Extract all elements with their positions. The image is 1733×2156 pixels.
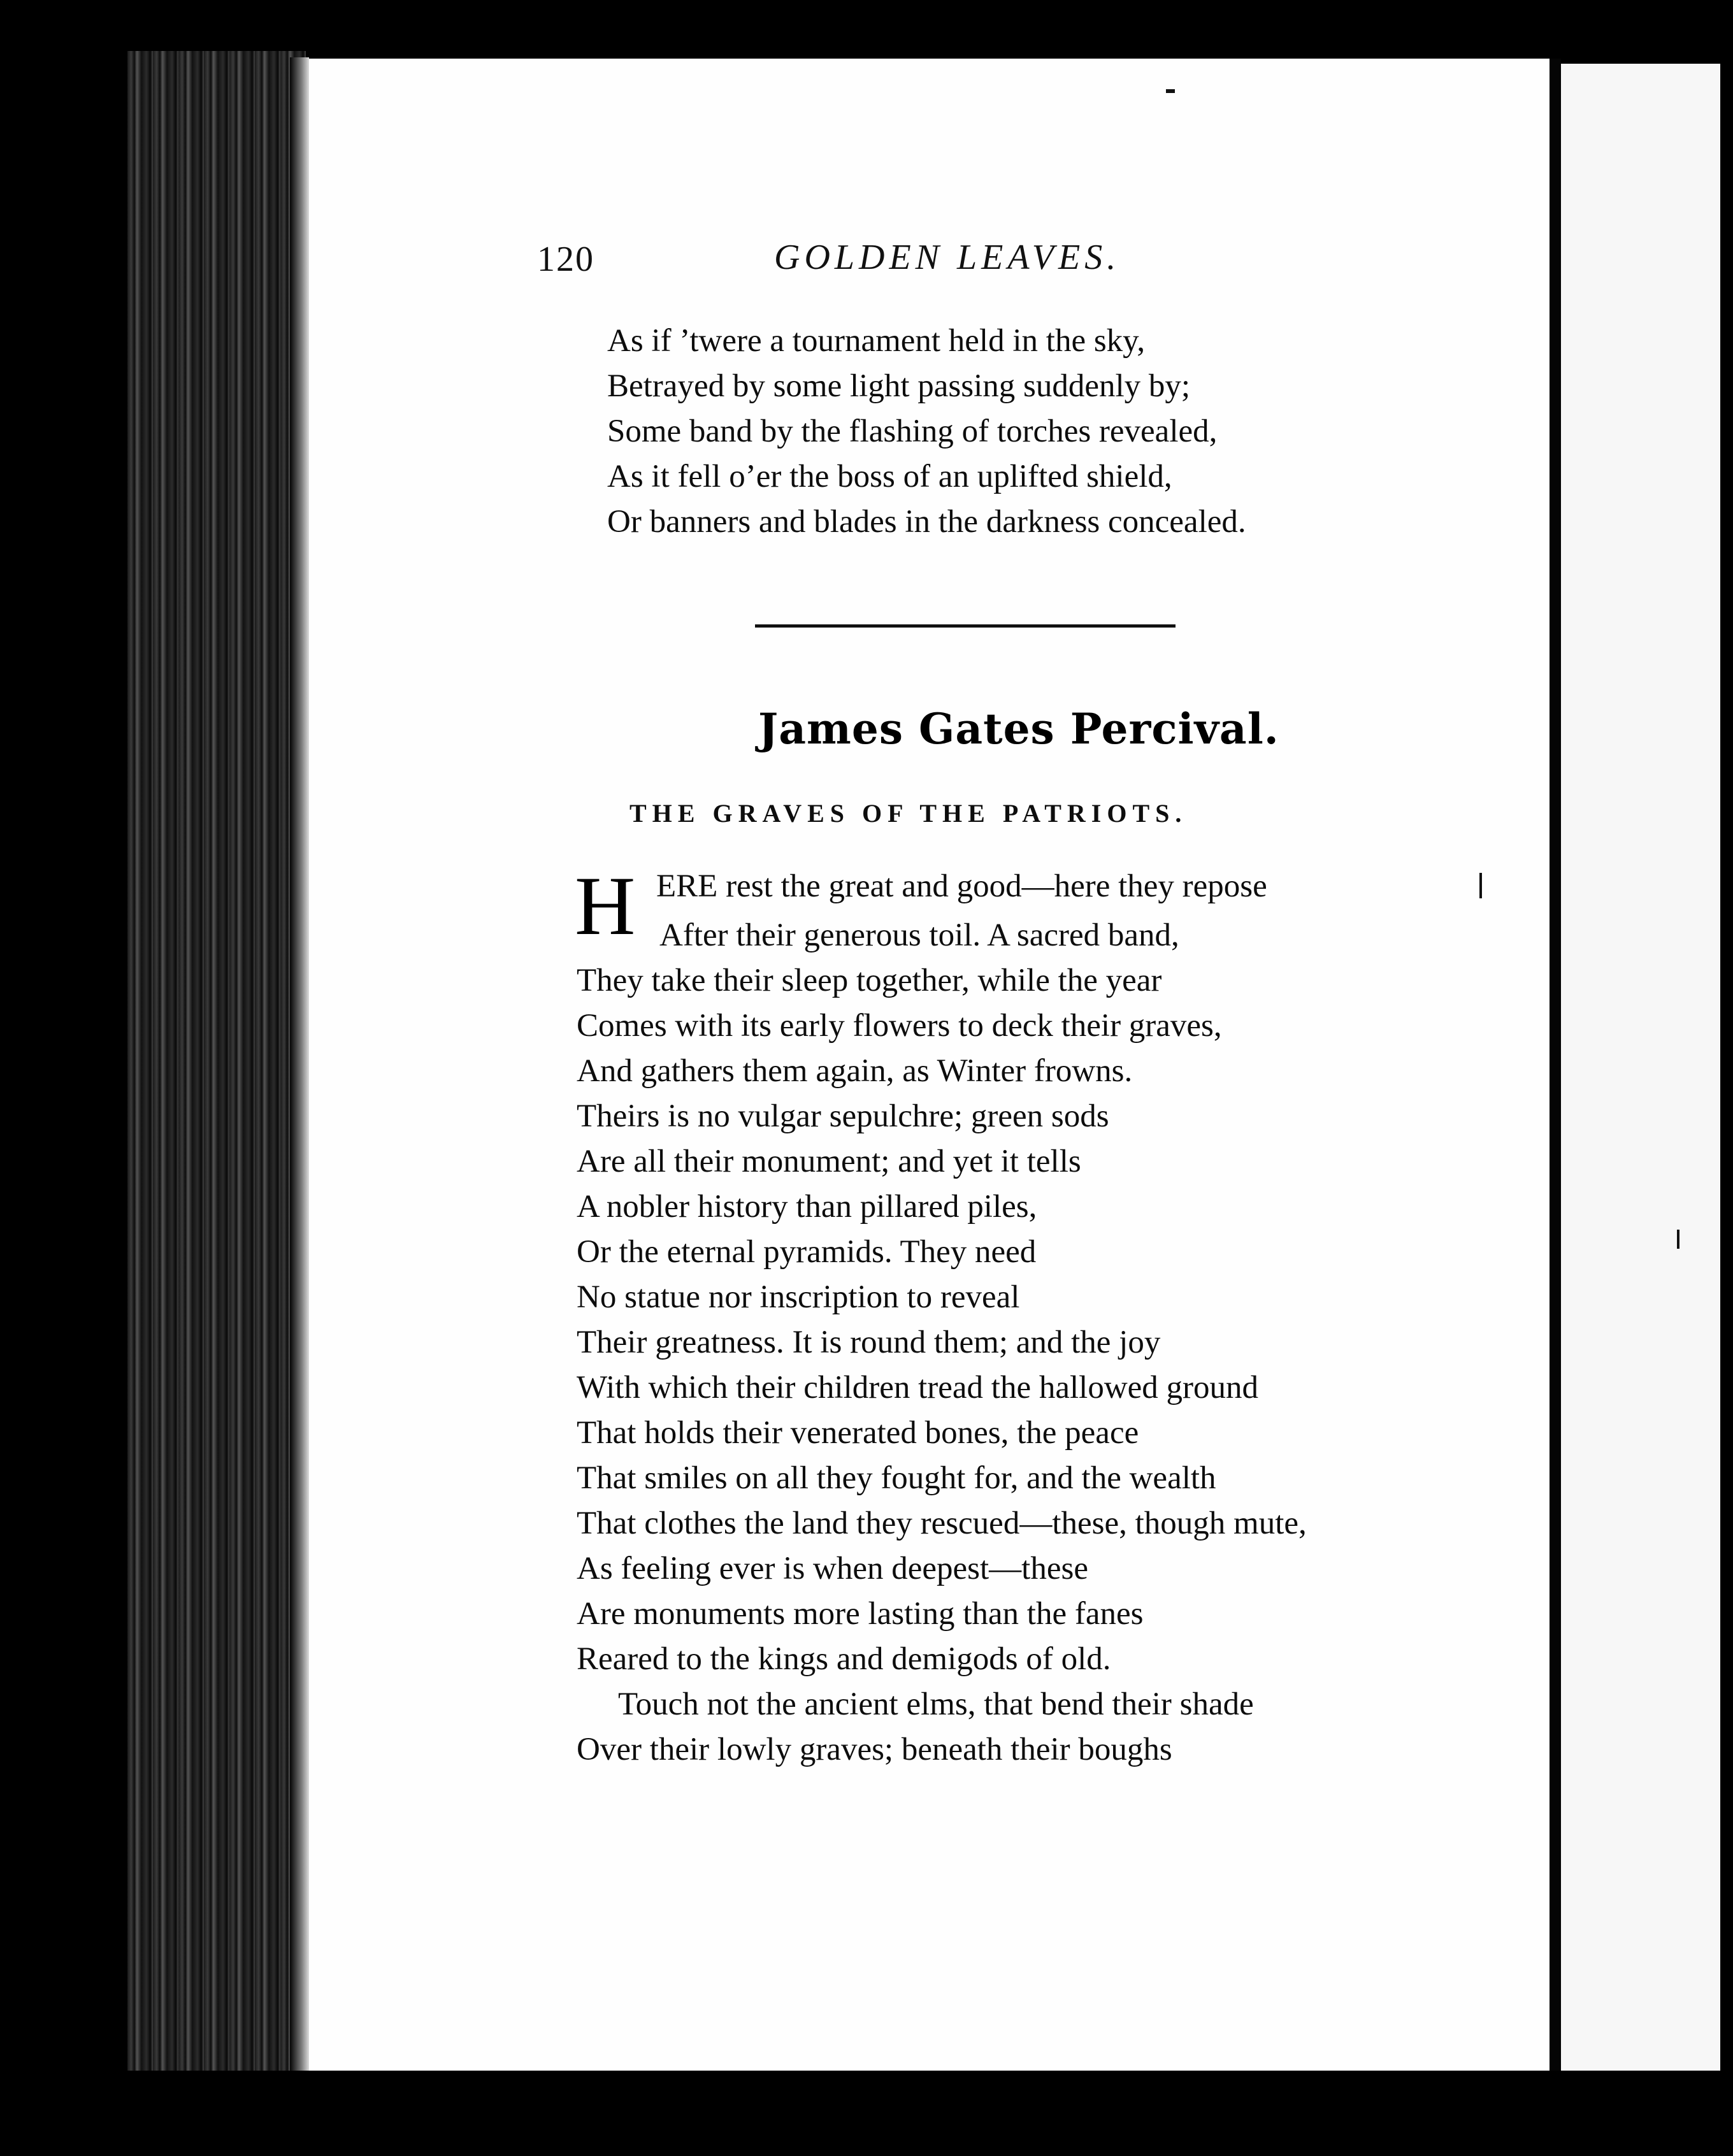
poem-line: That holds their venerated bones, the peace bbox=[577, 1415, 1139, 1451]
poem-line: As if ’twere a tournament held in the sky, bbox=[607, 323, 1146, 359]
poem-line: Are monuments more lasting than the fanes bbox=[577, 1596, 1144, 1632]
poem-line: A nobler history than pillared piles, bbox=[577, 1189, 1037, 1225]
scan-speck bbox=[1479, 873, 1482, 898]
poem-line: As feeling ever is when deepest—these bbox=[577, 1551, 1088, 1586]
poem-line: With which their children tread the hallowed ground bbox=[577, 1370, 1259, 1405]
scan-speck bbox=[1166, 89, 1175, 93]
poem-line: They take their sleep together, while the year bbox=[577, 963, 1162, 998]
poem-line: And gathers them again, as Winter frowns. bbox=[577, 1053, 1133, 1089]
facing-page-sliver bbox=[1561, 64, 1720, 2071]
page-inner-edge bbox=[290, 57, 309, 2071]
book-binding-gutter bbox=[127, 51, 306, 2071]
poem-line: Comes with its early flowers to deck their graves, bbox=[577, 1008, 1222, 1044]
poem-first-line: ERE rest the great and good—here they repose bbox=[656, 868, 1267, 904]
poem-second-line bbox=[659, 913, 1179, 958]
poem-line: Are all their monument; and yet it tells bbox=[577, 1144, 1081, 1179]
poem-line: Some band by the flashing of torches revealed, bbox=[607, 413, 1218, 449]
poem-line: That smiles on all they fought for, and the wealth bbox=[577, 1460, 1216, 1496]
poem-line: Or banners and blades in the darkness concealed. bbox=[607, 504, 1246, 540]
drop-cap-letter: H bbox=[575, 859, 636, 952]
author-heading: James Gates Percival. bbox=[758, 704, 1279, 754]
poem-line: Reared to the kings and demigods of old. bbox=[577, 1641, 1111, 1677]
previous-poem-stanza bbox=[607, 319, 1246, 545]
running-head: GOLDEN LEAVES. bbox=[774, 238, 1121, 277]
poem-line: Over their lowly graves; beneath their boughs bbox=[577, 1732, 1172, 1767]
poem-title: THE GRAVES OF THE PATRIOTS. bbox=[629, 799, 1188, 828]
poem-line: Betrayed by some light passing suddenly by; bbox=[607, 368, 1191, 404]
poem-line: No statue nor inscription to reveal bbox=[577, 1279, 1020, 1315]
poem-line: That clothes the land they rescued—these, though mute, bbox=[577, 1506, 1307, 1541]
section-divider-rule bbox=[755, 624, 1176, 628]
page-number: 120 bbox=[537, 240, 594, 279]
poem-line: Theirs is no vulgar sepulchre; green sods bbox=[577, 1098, 1109, 1134]
poem-line: Touch not the ancient elms, that bend their shade bbox=[618, 1686, 1254, 1722]
poem-line: Or the eternal pyramids. They need bbox=[577, 1234, 1037, 1270]
poem-line: Their greatness. It is round them; and the joy bbox=[577, 1325, 1161, 1360]
poem-line: As it fell o’er the boss of an uplifted shield, bbox=[607, 459, 1172, 494]
poem-line: After their generous toil. A sacred band, bbox=[659, 917, 1179, 953]
scan-speck bbox=[1677, 1230, 1679, 1249]
page-fold-divider bbox=[1550, 59, 1561, 2071]
poem-body bbox=[577, 958, 1307, 1772]
